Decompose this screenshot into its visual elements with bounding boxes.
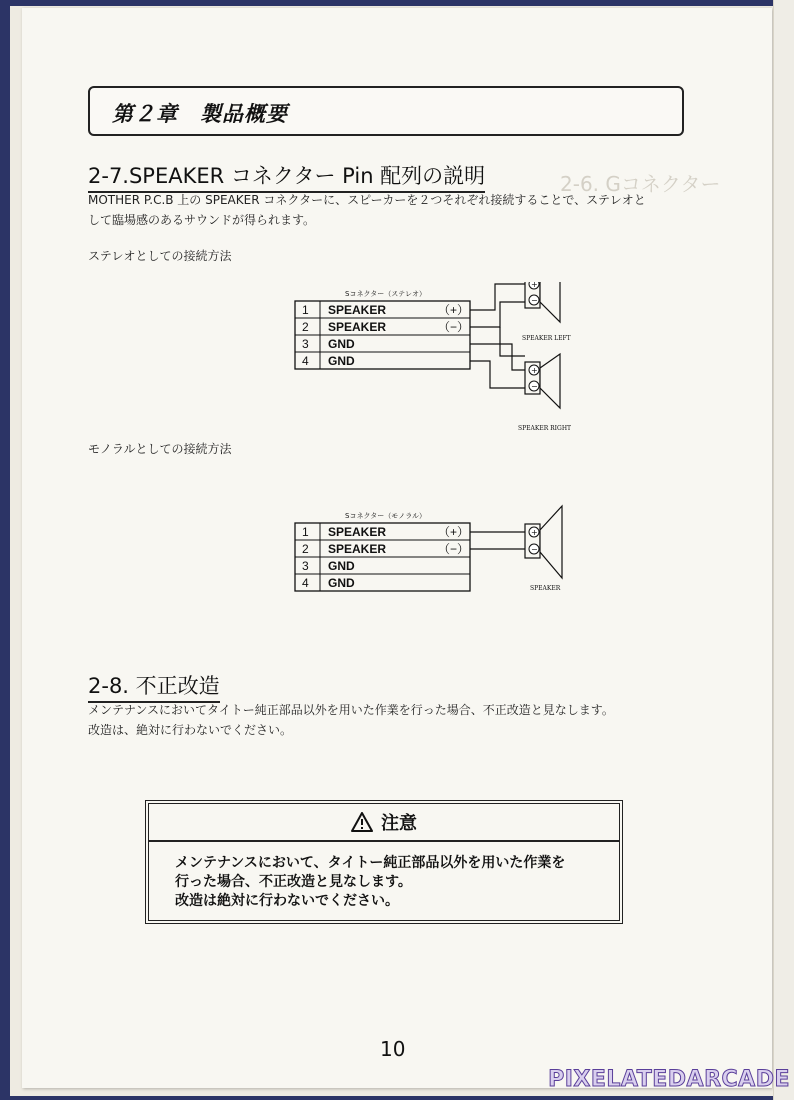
pin-number: 1 (302, 525, 309, 539)
section-2-8-paragraph (88, 700, 614, 740)
speaker-left-icon (525, 282, 560, 322)
pin-number: 4 (302, 354, 309, 368)
paragraph-line: して臨場感のあるサウンドが得られます。 (88, 213, 316, 227)
mono-wires (470, 532, 525, 549)
caution-header (149, 804, 619, 842)
minus-terminal: − (531, 545, 538, 554)
pin-name: SPEAKER (328, 525, 387, 539)
paragraph-line: MOTHER P.C.B 上の SPEAKER コネクターに、スピーカーを２つそれぞれ接続することで、ステレオと (88, 193, 646, 207)
pin-name: GND (328, 337, 355, 351)
paragraph-line: 改造は、絶対に行わないでください。 (88, 723, 293, 737)
bleed-through-text: 2-6. Gコネクター (560, 172, 721, 196)
pin-number: 2 (302, 320, 309, 334)
mono-pin-table (295, 523, 470, 591)
mono-label: モノラルとしての接続方法 (88, 442, 232, 456)
speaker-right-label: SPEAKER RIGHT (518, 425, 572, 432)
pin-name: GND (328, 576, 355, 590)
pin-number: 2 (302, 542, 309, 556)
pin-number: 1 (302, 303, 309, 317)
pin-number: 3 (302, 337, 309, 351)
caution-body (149, 842, 619, 911)
stereo-pin-table (295, 301, 470, 369)
stereo-label: ステレオとしての接続方法 (88, 249, 232, 263)
pin-number: 4 (302, 576, 309, 590)
caution-line: 行った場合、不正改造と見なします。 (175, 874, 412, 890)
section-2-7-paragraph (88, 190, 646, 230)
speaker-label: SPEAKER (530, 585, 561, 592)
stereo-wires (470, 284, 525, 388)
caution-line: メンテナンスにおいて、タイトー純正部品以外を用いた作業を (175, 855, 566, 871)
section-2-8-heading: 2-8. 不正改造 (88, 670, 220, 703)
stereo-connector-title: Sコネクター（ステレオ） (345, 290, 427, 298)
pin-sign: （−） (438, 320, 470, 334)
chapter-header-box (88, 86, 684, 136)
caution-title: 注意 (381, 813, 417, 834)
pin-name: SPEAKER (328, 303, 387, 317)
pin-name: SPEAKER (328, 320, 387, 334)
speaker-left-label: SPEAKER LEFT (522, 335, 571, 342)
caution-box (145, 800, 623, 924)
stereo-connection-diagram (290, 282, 610, 440)
caution-line: 改造は絶対に行わないでください。 (175, 893, 399, 909)
minus-terminal: − (531, 382, 538, 391)
speaker-icon (525, 506, 562, 578)
watermark-logo: PIXELATEDARCADE (548, 1067, 790, 1092)
paragraph-line: メンテナンスにおいてタイトー純正部品以外を用いた作業を行った場合、不正改造と見なします。 (88, 703, 614, 717)
section-2-7-heading: 2-7.SPEAKER コネクター Pin 配列の説明 (88, 160, 485, 193)
plus-terminal: + (531, 528, 538, 537)
chapter-title: 第２章 製品概要 (112, 102, 288, 126)
pin-sign: （−） (438, 542, 470, 556)
warning-triangle-icon (351, 812, 373, 832)
page-number: 10 (380, 1037, 406, 1061)
adjacent-page-edge (773, 0, 794, 1100)
pin-sign: （+） (438, 525, 470, 539)
mono-connector-title: Sコネクター（モノラル） (345, 512, 427, 520)
pin-number: 3 (302, 559, 309, 573)
pin-name: GND (328, 559, 355, 573)
speaker-right-icon (525, 354, 560, 408)
pin-sign: （+） (438, 303, 470, 317)
plus-terminal: + (531, 366, 538, 375)
pin-name: GND (328, 354, 355, 368)
mono-connection-diagram (290, 502, 590, 602)
pin-name: SPEAKER (328, 542, 387, 556)
minus-terminal: − (531, 296, 538, 305)
plus-terminal: + (531, 282, 538, 289)
